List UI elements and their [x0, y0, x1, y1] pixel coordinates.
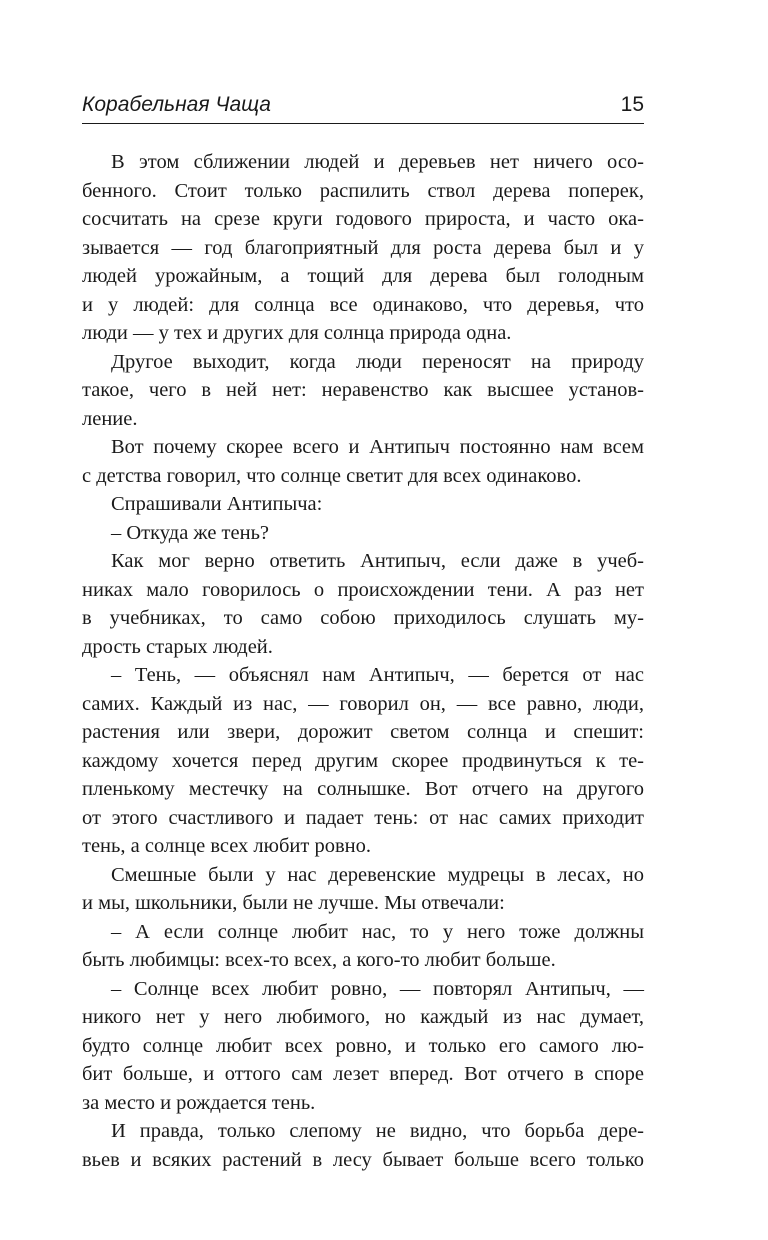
text-line: никого нет у него любимого, но каждый из нас думает,: [82, 1006, 644, 1028]
text-line: сосчитать на срезе круги годового прироста, и часто ока-: [82, 208, 644, 230]
paragraph: [82, 348, 644, 434]
text-line: зывается — год благоприятный для роста дерева был и у: [82, 236, 644, 259]
text-line: – А если солнце любит нас, то у него тоже должны: [111, 920, 644, 943]
paragraph: [82, 918, 644, 975]
text-line: никах мало говорилось о происхождении тени. А раз нет: [82, 578, 644, 601]
paragraph: [82, 1117, 644, 1174]
running-head: [82, 92, 644, 122]
text-line: будто солнце любит всех ровно, и только его самого лю-: [82, 1034, 644, 1057]
text-line: ление.: [82, 407, 138, 430]
paragraph: [82, 547, 644, 661]
header-rule: [82, 123, 644, 124]
text-line: Смешные были у нас деревенские мудрецы в лесах, но: [111, 863, 644, 886]
text-line: люди — у тех и других для солнца природа одна.: [82, 322, 512, 344]
text-line: в учебниках, то само собою приходилось слушать му-: [82, 607, 644, 629]
text-line: Вот почему скорее всего и Антипыч постоянно нам всем: [111, 436, 644, 458]
text-line: людей урожайным, а тощий для дерева был голодным: [82, 265, 644, 287]
text-line: вьев и всяких растений в лесу бывает больше всего только: [82, 1148, 644, 1171]
text-line: тень, а солнце всех любит ровно.: [82, 835, 371, 857]
paragraph: [82, 975, 644, 1118]
text-line: В этом сближении людей и деревьев нет ничего осо-: [111, 151, 644, 173]
text-line: бенного. Стоит только распилить ствол дерева поперек,: [82, 179, 644, 202]
paragraph: [82, 661, 644, 861]
text-line: за место и рождается тень.: [82, 1091, 316, 1114]
text-line: бит больше, и оттого сам лезет вперед. Вот отчего в споре: [82, 1063, 644, 1085]
text-line: Спрашивали Антипыча:: [111, 493, 323, 515]
text-line: с детства говорил, что солнце светит для всех одинаково.: [82, 464, 582, 487]
paragraph: [82, 519, 644, 548]
paragraph: [82, 148, 644, 348]
paragraph: [82, 490, 644, 519]
text-line: пленькому местечку на солнышке. Вот отчего на другого: [82, 778, 644, 800]
text-line: быть любимцы: всех-то всех, а кого-то любит больше.: [82, 949, 556, 971]
text-line: Другое выходит, когда люди переносят на природу: [111, 350, 644, 373]
text-line: и у людей: для солнца все одинаково, что деревья, что: [82, 293, 644, 316]
paragraph: [82, 861, 644, 918]
page-number: 15: [620, 93, 644, 116]
text-line: дрость старых людей.: [82, 635, 273, 658]
text-line: – Тень, — объяснял нам Антипыч, — берется от нас: [111, 664, 644, 686]
body-text: [82, 148, 644, 1174]
text-line: – Откуда же тень?: [111, 521, 270, 544]
text-line: растения или звери, дорожит светом солнца и спешит:: [82, 721, 644, 743]
text-line: Как мог верно ответить Антипыч, если даже в учеб-: [111, 550, 644, 572]
text-line: – Солнце всех любит ровно, — повторял Антипыч, —: [111, 977, 644, 1000]
paragraph: [82, 433, 644, 490]
text-line: от этого счастливого и падает тень: от нас самих приходит: [82, 806, 644, 829]
running-head-title: Корабельная Чаща: [82, 93, 271, 116]
text-line: каждому хочется перед другим скорее продвинуться к те-: [82, 749, 644, 772]
text-line: И правда, только слепому не видно, что борьба дере-: [111, 1120, 644, 1142]
text-line: такое, чего в ней нет: неравенство как высшее установ-: [82, 379, 644, 401]
text-line: самих. Каждый из нас, — говорил он, — все равно, люди,: [82, 692, 644, 715]
text-line: и мы, школьники, были не лучше. Мы отвечали:: [82, 892, 505, 914]
